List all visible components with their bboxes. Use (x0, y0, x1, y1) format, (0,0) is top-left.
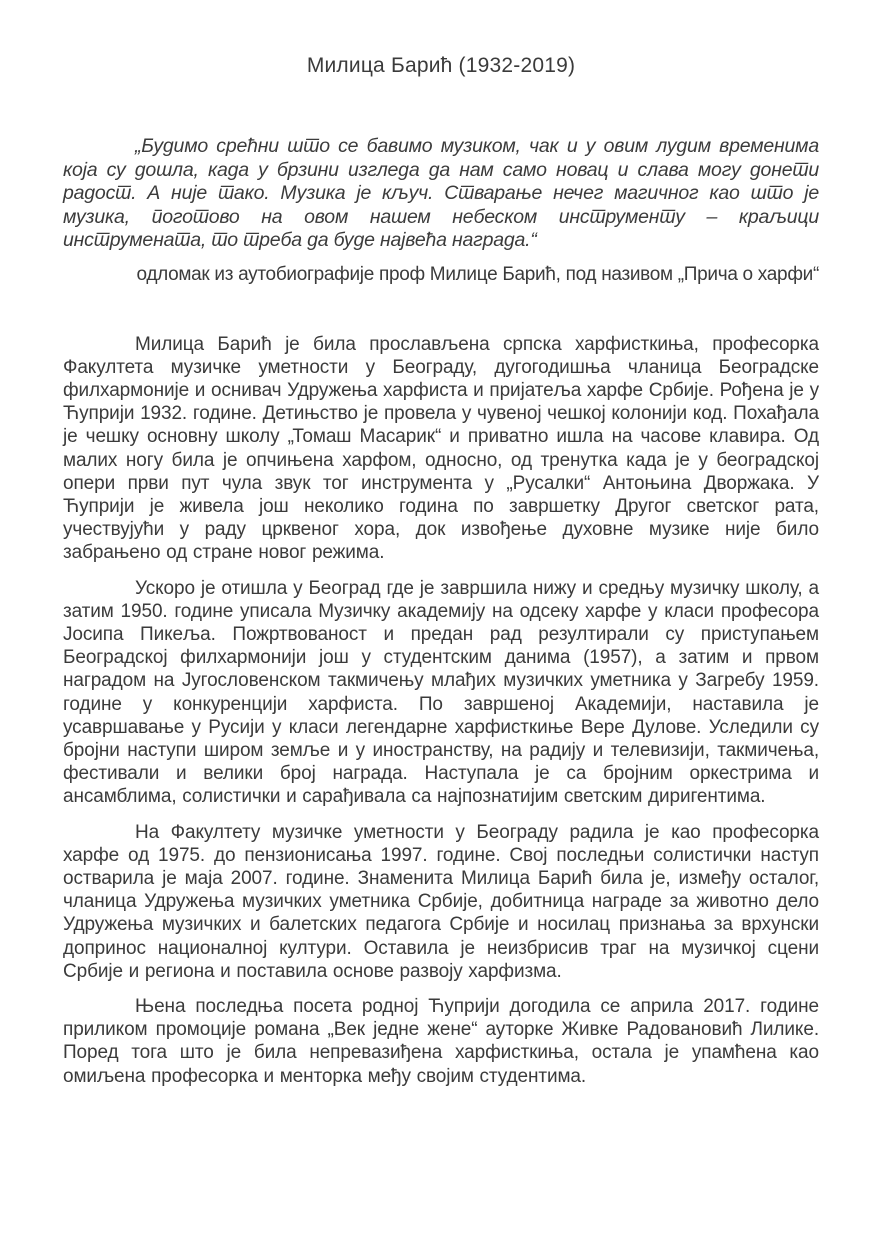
document-body (63, 333, 819, 1088)
document-title: Милица Барић (1932-2019) (306, 54, 576, 77)
quote-attribution: одломак из аутобиографије проф Милице Барић, под називом „Прича о харфи“ (136, 263, 819, 285)
body-paragraph-2: Ускоро је отишла у Београд где је завршила нижу и средњу музичку школу, а затим 1950. године уписала Музичку академију на одсеку харфе у класи професора Јосипа Пикеља. Пожртвованост и предан рад резултирали су приступањем Београдској филхармонији још у студентским данима (1957), а затим и првом наградом на Југословенском такмичењу млађих музичких уметника у Загребу 1959. године у конкуренцији харфиста. По завршеној Академији, наставила је усавршавање у Русији у класи легендарне харфисткиње Вере Дулове. Уследили су бројни наступи широм земље и у иностранству, на радију и телевизији, такмичења, фестивали и велики број награда. Наступала је са бројним оркестрима и ансамблима, солистички и сарађивала са најпознатијим светским диригентима. (63, 577, 819, 808)
body-paragraph-1: Милица Барић је била прослављена српска харфисткиња, професорка Факултета музичке уметности у Београду, дугогодишња чланица Београдске филхармоније и оснивач Удружења харфиста и пријатеља харфе Србије. Рођена је у Ћуприји 1932. године. Детињство је провела у чувеној чешкој колонији код. Похађала је чешку основну школу „Томаш Масарик“ и приватно ишла на часове клавира. Од малих ногу била је опчињена харфом, односно, од тренутка када је у београдској опери први пут чула звук тог инструмента у „Русалки“ Антоњина Дворжака. У Ћуприји је живела још неколико година по завршетку Другог светског рата, учествујући у раду црквеног хора, док извођење духовне музике није било забрањено од стране новог режима. (63, 333, 819, 564)
quote-paragraph: „Будимо срећни што се бавимо музиком, чак и у овим лудим временима која су дошла, када у брзини изгледа да нам само новац и слава могу донети радост. А није тако. Музика је кључ. Стварање нечег магичног као што је музика, поготово на овом нашем небеском инструменту – краљици инструмената, то треба да буде највећа награда.“ (63, 135, 819, 251)
body-paragraph-3: На Факултету музичке уметности у Београду радила је као професорка харфе од 1975. до пензионисања 1997. године. Свој последњи солистички наступ остварила је маја 2007. године. Знаменита Милица Барић била је, између осталог, чланица Удружења музичких уметника Србије, добитница награде за животно дело Удружења музичких и балетских педагога Србије и носилац признања за врхунски допринос националној култури. Оставила је неизбрисив траг на музичкој сцени Србије и региона и поставила основе развоју харфизма. (63, 821, 819, 982)
body-paragraph-4: Њена последња посета родној Ћуприји догодила се априла 2017. године приликом промоције романа „Век једне жене“ ауторке Живке Радовановић Лилике. Поред тога што је била непревазиђена харфисткиња, остала је упамћена као омиљена професорка и менторка међу својим студентима. (63, 995, 819, 1087)
